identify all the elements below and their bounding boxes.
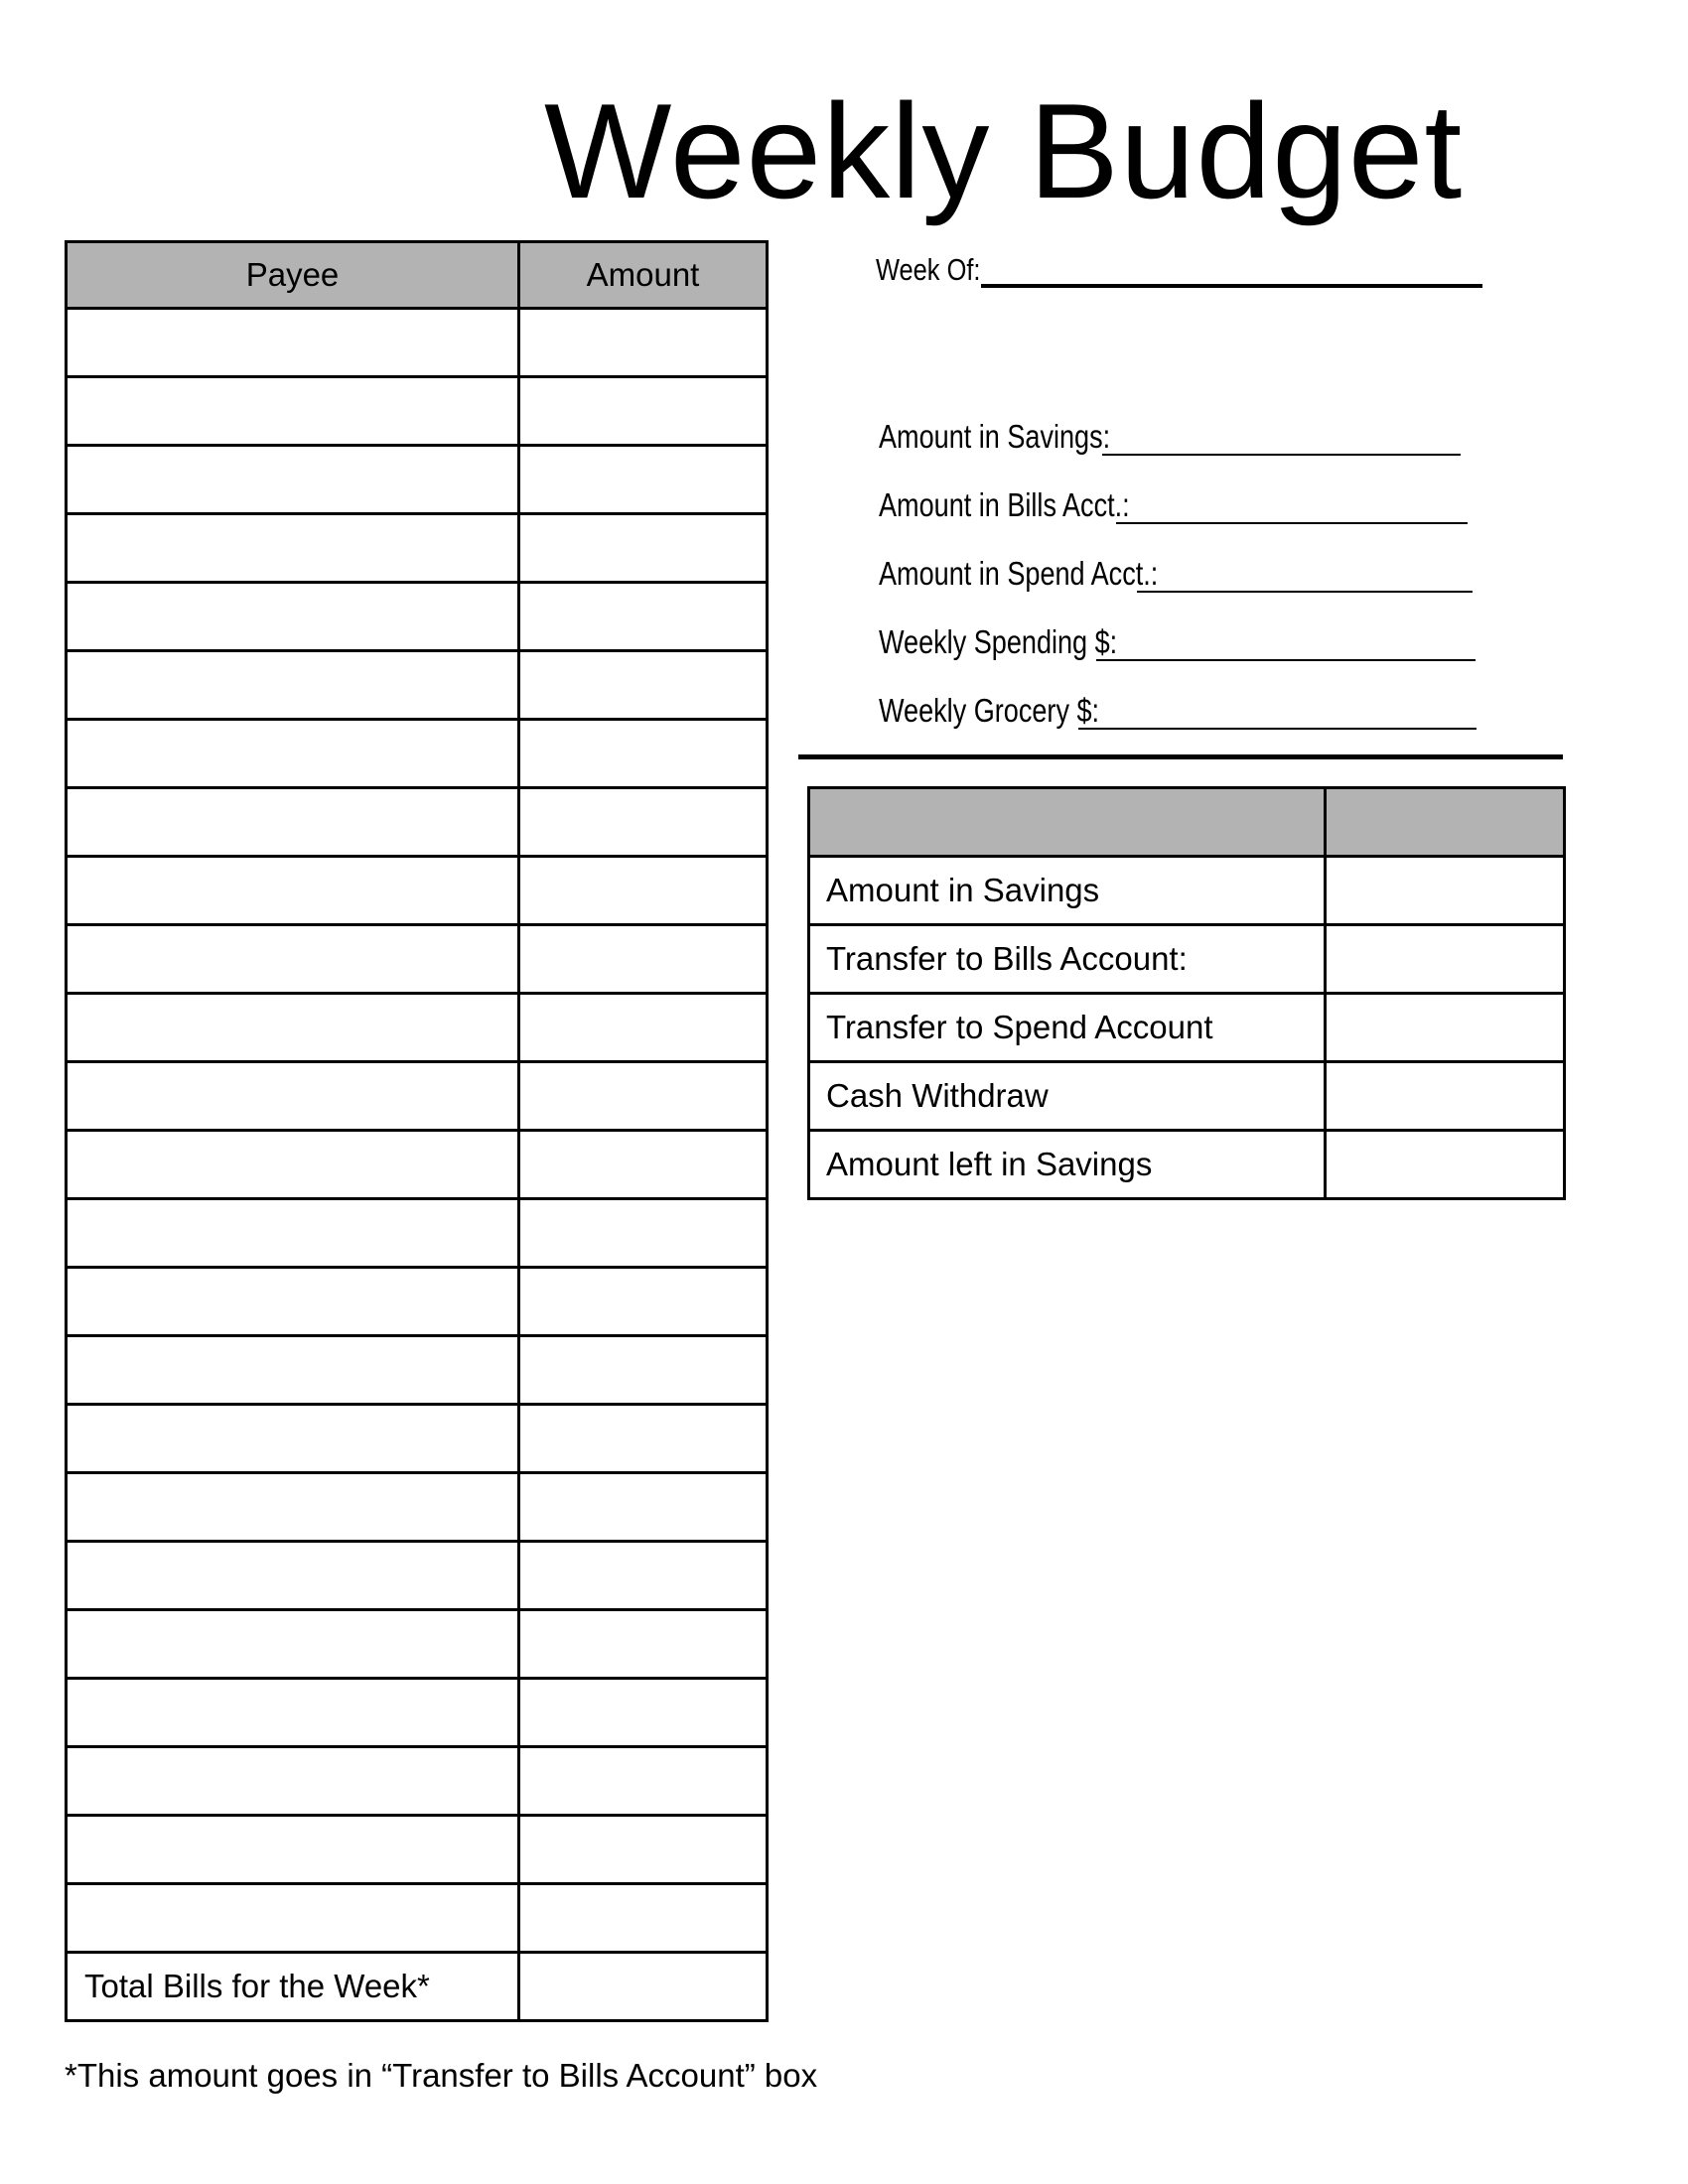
amount-cell[interactable] <box>519 1062 768 1131</box>
savings-header-amount <box>1326 788 1565 857</box>
savings-amount-cell[interactable] <box>1326 925 1565 994</box>
payee-cell[interactable] <box>67 446 519 514</box>
payee-cell[interactable] <box>67 1336 519 1405</box>
bill-row <box>67 309 768 377</box>
bill-row <box>67 1610 768 1679</box>
bill-row <box>67 1405 768 1473</box>
payee-cell[interactable] <box>67 309 519 377</box>
account-field[interactable] <box>879 456 1477 524</box>
bill-row <box>67 1473 768 1542</box>
bill-row <box>67 1131 768 1199</box>
payee-cell[interactable] <box>67 1542 519 1610</box>
account-field[interactable] <box>879 661 1477 730</box>
bill-row <box>67 1336 768 1405</box>
account-field[interactable] <box>879 593 1477 661</box>
bills-table <box>65 240 769 2022</box>
payee-cell[interactable] <box>67 1610 519 1679</box>
savings-row <box>809 994 1565 1062</box>
payee-cell[interactable] <box>67 994 519 1062</box>
amount-cell[interactable] <box>519 1199 768 1268</box>
bill-row <box>67 377 768 446</box>
account-fields <box>879 387 1477 730</box>
week-of-label: Week Of: <box>876 252 981 287</box>
page-title: Weekly Budget <box>544 75 1464 226</box>
field-line[interactable] <box>1096 623 1476 661</box>
bill-row <box>67 1679 768 1747</box>
savings-amount-cell[interactable] <box>1326 857 1565 925</box>
bill-row <box>67 857 768 925</box>
field-label: Amount in Savings: <box>879 418 1111 455</box>
bill-row <box>67 583 768 651</box>
bill-row <box>67 1062 768 1131</box>
amount-cell[interactable] <box>519 1747 768 1816</box>
bill-row <box>67 1884 768 1953</box>
payee-cell[interactable] <box>67 377 519 446</box>
amount-cell[interactable] <box>519 1816 768 1884</box>
amount-cell[interactable] <box>519 377 768 446</box>
savings-amount-cell[interactable] <box>1326 994 1565 1062</box>
savings-row <box>809 857 1565 925</box>
week-of-line[interactable] <box>981 248 1482 288</box>
payee-cell[interactable] <box>67 1747 519 1816</box>
field-line[interactable] <box>1137 555 1473 593</box>
amount-cell[interactable] <box>519 1336 768 1405</box>
savings-row <box>809 1062 1565 1131</box>
total-label: Total Bills for the Week* <box>67 1953 519 2021</box>
payee-cell[interactable] <box>67 1816 519 1884</box>
field-label: Amount in Bills Acct.: <box>879 486 1130 523</box>
payee-cell[interactable] <box>67 1473 519 1542</box>
field-line[interactable] <box>1102 418 1461 456</box>
bill-row <box>67 994 768 1062</box>
account-field[interactable] <box>879 387 1477 456</box>
payee-cell[interactable] <box>67 514 519 583</box>
savings-row <box>809 1131 1565 1199</box>
amount-cell[interactable] <box>519 1542 768 1610</box>
savings-row <box>809 925 1565 994</box>
amount-cell[interactable] <box>519 1473 768 1542</box>
bill-row <box>67 1747 768 1816</box>
amount-cell[interactable] <box>519 1610 768 1679</box>
bill-row <box>67 514 768 583</box>
payee-header: Payee <box>67 242 519 309</box>
payee-cell[interactable] <box>67 1199 519 1268</box>
payee-cell[interactable] <box>67 1062 519 1131</box>
bill-row <box>67 446 768 514</box>
payee-cell[interactable] <box>67 651 519 720</box>
amount-cell[interactable] <box>519 1131 768 1199</box>
account-field[interactable] <box>879 524 1477 593</box>
savings-row-label: Amount in Savings <box>809 857 1326 925</box>
payee-cell[interactable] <box>67 1884 519 1953</box>
payee-cell[interactable] <box>67 1131 519 1199</box>
field-label: Amount in Spend Acct.: <box>879 555 1159 592</box>
payee-cell[interactable] <box>67 1679 519 1747</box>
amount-cell[interactable] <box>519 1884 768 1953</box>
bill-row <box>67 1542 768 1610</box>
amount-cell[interactable] <box>519 446 768 514</box>
bill-row <box>67 651 768 720</box>
savings-header-row <box>809 788 1565 857</box>
amount-cell[interactable] <box>519 994 768 1062</box>
amount-cell[interactable] <box>519 1268 768 1336</box>
amount-cell[interactable] <box>519 720 768 788</box>
bills-header-row <box>67 242 768 309</box>
payee-cell[interactable] <box>67 1405 519 1473</box>
total-amount-cell[interactable] <box>519 1953 768 2021</box>
savings-row-label: Transfer to Bills Account: <box>809 925 1326 994</box>
payee-cell[interactable] <box>67 583 519 651</box>
payee-cell[interactable] <box>67 1268 519 1336</box>
bill-row <box>67 1268 768 1336</box>
week-of-field[interactable] <box>876 248 1482 288</box>
total-row <box>67 1953 768 2021</box>
bill-row <box>67 720 768 788</box>
field-line[interactable] <box>1078 692 1477 730</box>
savings-header-label <box>809 788 1326 857</box>
amount-cell[interactable] <box>519 788 768 857</box>
amount-cell[interactable] <box>519 309 768 377</box>
payee-cell[interactable] <box>67 857 519 925</box>
payee-cell[interactable] <box>67 788 519 857</box>
bill-row <box>67 925 768 994</box>
savings-body <box>809 857 1565 1199</box>
bills-body <box>67 309 768 2021</box>
savings-amount-cell[interactable] <box>1326 1131 1565 1199</box>
field-label: Weekly Grocery $: <box>879 692 1100 729</box>
amount-cell[interactable] <box>519 925 768 994</box>
bill-row <box>67 1816 768 1884</box>
savings-table <box>807 786 1566 1200</box>
amount-cell[interactable] <box>519 1405 768 1473</box>
amount-cell[interactable] <box>519 651 768 720</box>
amount-cell[interactable] <box>519 857 768 925</box>
amount-cell[interactable] <box>519 583 768 651</box>
amount-header: Amount <box>519 242 768 309</box>
section-divider <box>798 754 1563 759</box>
savings-amount-cell[interactable] <box>1326 1062 1565 1131</box>
savings-row-label: Transfer to Spend Account <box>809 994 1326 1062</box>
amount-cell[interactable] <box>519 1679 768 1747</box>
field-line[interactable] <box>1116 486 1468 524</box>
bill-row <box>67 1199 768 1268</box>
field-label: Weekly Spending $: <box>879 623 1118 660</box>
payee-cell[interactable] <box>67 720 519 788</box>
savings-row-label: Cash Withdraw <box>809 1062 1326 1131</box>
footnote: *This amount goes in “Transfer to Bills Account” box <box>65 2057 818 2094</box>
payee-cell[interactable] <box>67 925 519 994</box>
amount-cell[interactable] <box>519 514 768 583</box>
savings-row-label: Amount left in Savings <box>809 1131 1326 1199</box>
bill-row <box>67 788 768 857</box>
